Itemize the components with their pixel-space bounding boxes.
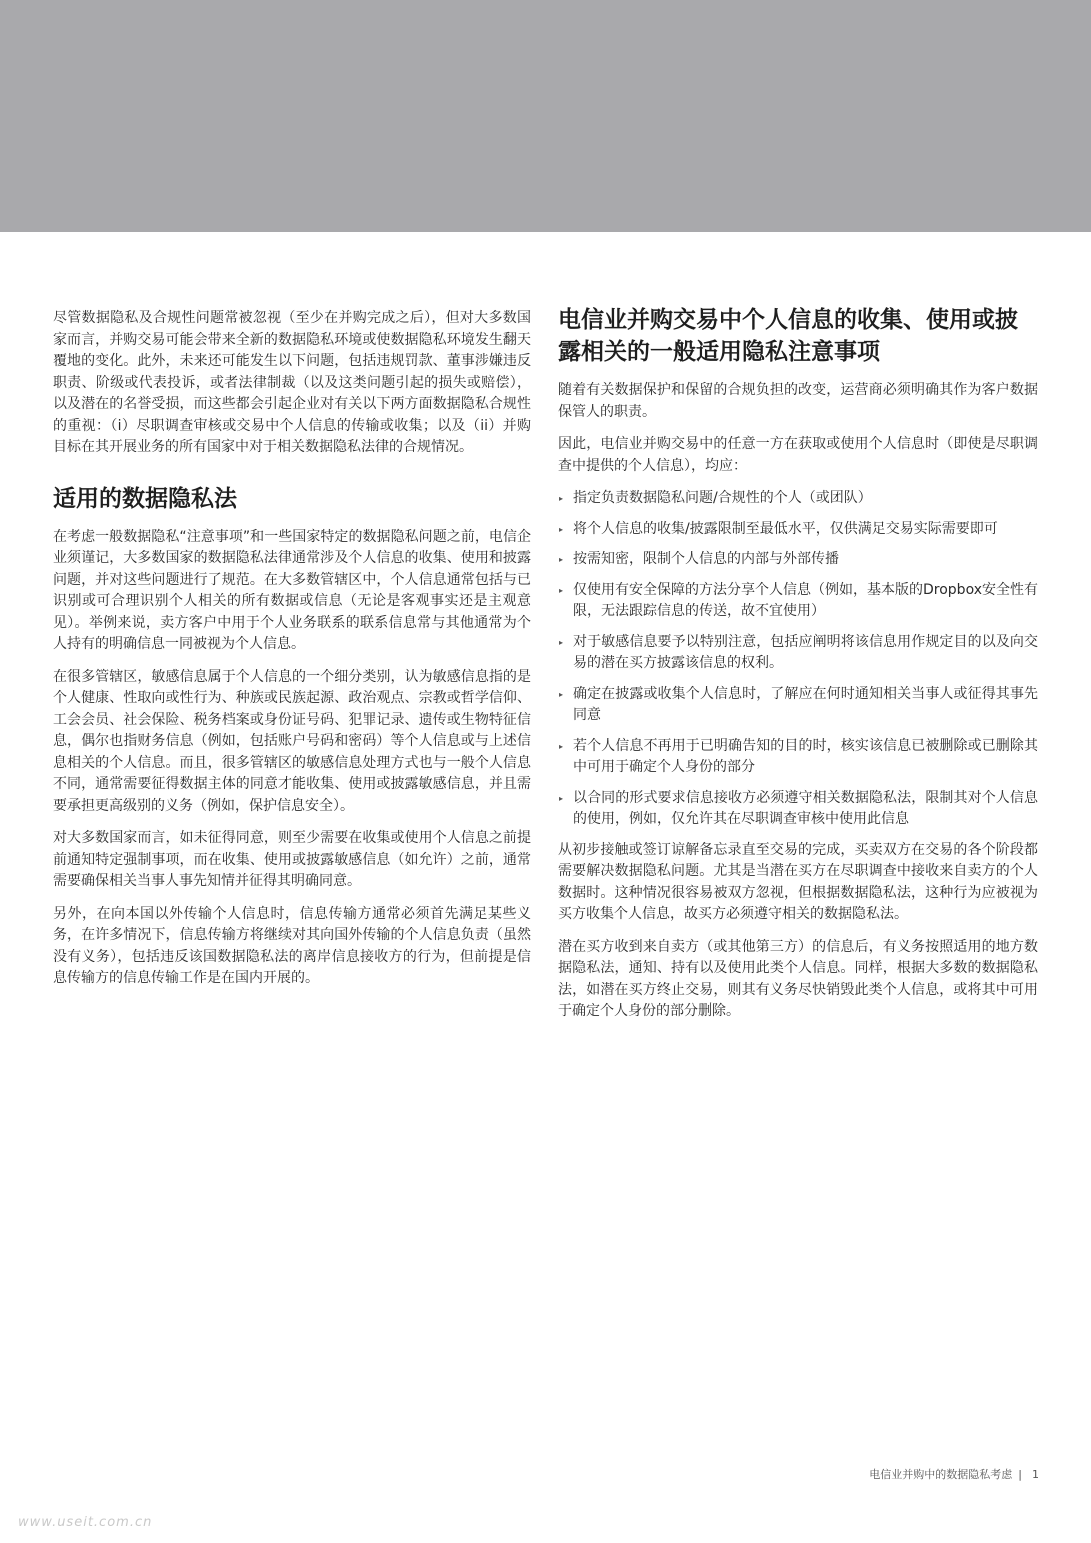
list-item (558, 632, 1038, 675)
list-item-text: 确定在披露或收集个人信息时，了解应在何时通知相关当事人或征得其事先同意 (573, 685, 1038, 723)
list-item (558, 736, 1038, 779)
list-item-text: 仅使用有安全保障的方法分享个人信息（例如，基本版的Dropbox安全性有限，无法跟踪信息的传送，故不宜使用） (573, 581, 1038, 619)
body-paragraph: 因此，电信业并购交易中的任意一方在获取或使用个人信息时（即使是尽职调查中提供的个人信息），均应： (558, 436, 1038, 474)
list-item (558, 488, 1038, 510)
list-item (558, 684, 1038, 727)
bullet-icon: ▸ (559, 689, 564, 699)
page-footer (869, 1466, 1039, 1482)
list-item (558, 788, 1038, 831)
bullet-icon: ▸ (559, 793, 564, 803)
footer-title: 电信业并购中的数据隐私考虑 (869, 1468, 1013, 1481)
list-item (558, 580, 1038, 623)
list-item-text: 对于敏感信息要予以特别注意，包括应阐明将该信息用作规定目的以及向交易的潜在买方披露该信息的权利。 (573, 633, 1038, 671)
bullet-icon: ▸ (559, 585, 564, 595)
list-item-text: 以合同的形式要求信息接收方必须遵守相关数据隐私法，限制其对个人信息的使用，例如，仅允许其在尽职调查审核中使用此信息 (573, 789, 1038, 827)
section-heading-privacy-law: 适用的数据隐私法 (53, 485, 237, 512)
header-banner (0, 0, 1091, 232)
section-heading-considerations: 电信业并购交易中个人信息的收集、使用或披露相关的一般适用隐私注意事项 (558, 307, 1018, 365)
left-column (53, 308, 531, 1001)
list-item-text: 按需知密，限制个人信息的内部与外部传播 (573, 551, 839, 567)
body-paragraph: 在很多管辖区，敏感信息属于个人信息的一个细分类别，认为敏感信息指的是个人健康、性取向或性行为、种族或民族起源、政治观点、宗教或哲学信仰、工会会员、社会保险、税务档案或身份证号码、犯罪记录、遗传或生物特征信息，偶尔也指财务信息（例如，包括账户号码和密码）等个人信息或与上述信息相关的个人信息。而且，很多管辖区的敏感信息处理方式也与一般个人信息不同，通常需要征得数据主体的同意才能收集、使用或披露敏感信息，并且需要承担更高级别的义务（例如，保护信息安全）。 (53, 668, 531, 814)
list-item-text: 将个人信息的收集/披露限制至最低水平，仅供满足交易实际需要即可 (573, 520, 998, 537)
right-column (558, 308, 1038, 1034)
body-paragraph: 对大多数国家而言，如未征得同意，则至少需要在收集或使用个人信息之前提前通知特定强制事项，而在收集、使用或披露敏感信息（如允许）之前，通常需要确保相关当事人事先知情并征得其明确同意。 (53, 830, 531, 889)
page-number: 1 (1032, 1468, 1039, 1481)
bullet-icon: ▸ (559, 637, 564, 647)
body-paragraph: 随着有关数据保护和保留的合规负担的改变，运营商必须明确其作为客户数据保管人的职责。 (558, 382, 1038, 420)
body-paragraph: 从初步接触或签订谅解备忘录直至交易的完成，买卖双方在交易的各个阶段都需要解决数据隐私问题。尤其是当潜在买方在尽职调查中接收来自卖方的个人数据时。这种情况很容易被双方忽视，但根据数据隐私法，这种行为应被视为买方收集个人信息，故买方必须遵守相关的数据隐私法。 (558, 841, 1038, 922)
bullet-icon: ▸ (559, 741, 564, 751)
list-item (558, 519, 1038, 541)
list-item-text: 指定负责数据隐私问题/合规性的个人（或团队） (573, 490, 872, 506)
bullet-icon: ▸ (559, 524, 564, 534)
intro-paragraph: 尽管数据隐私及合规性问题常被忽视（至少在并购完成之后），但对大多数国家而言，并购交易可能会带来全新的数据隐私环境或使数据隐私环境发生翻天覆地的变化。此外，未来还可能发生以下问题，包括违规罚款、董事涉嫌违反职责、阶级或代表投诉，或者法律制裁（以及这类问题引起的损失或赔偿），以及潜在的名誉受损，而这些都会引起企业对有关以下两方面数据隐私合规性的重视：（i）尽职调查审核或交易中个人信息的传输或收集；以及（ii）并购目标在其开展业务的所有国家中对于相关数据隐私法律的合规情况。 (53, 310, 531, 455)
bullet-icon: ▸ (559, 494, 564, 503)
body-paragraph: 在考虑一般数据隐私“注意事项”和一些国家特定的数据隐私问题之前，电信企业须谨记，大多数国家的数据隐私法律通常涉及个人信息的收集、使用和披露问题，并对这些问题进行了规范。在大多数管辖区中，个人信息通常包括与已识别或可合理识别个人相关的所有数据或信息（无论是客观事实还是主观意见）。举例来说，卖方客户中用于个人业务联系的联系信息常与其他通常为个人持有的明确信息一同被视为个人信息。 (53, 528, 531, 652)
body-paragraph: 另外，在向本国以外传输个人信息时，信息传输方通常必须首先满足某些义务，在许多情况下，信息传输方将继续对其向国外传输的个人信息负责（虽然没有义务），包括违反该国数据隐私法的离岸信息接收方的行为，但前提是信息传输方的信息传输工作是在国内开展的。 (53, 905, 531, 986)
watermark-text: www.useit.com.cn (18, 1515, 153, 1530)
footer-separator: | (1018, 1468, 1022, 1481)
list-item-text: 若个人信息不再用于已明确告知的目的时，核实该信息已被删除或已删除其中可用于确定个人身份的部分 (573, 737, 1038, 775)
body-paragraph: 潜在买方收到来自卖方（或其他第三方）的信息后，有义务按照适用的地方数据隐私法，通知、持有以及使用此类个人信息。同样，根据大多数的数据隐私法，如潜在买方终止交易，则其有义务尽快销毁此类个人信息，或将其中可用于确定个人身份的部分删除。 (558, 938, 1038, 1019)
bullet-icon: ▸ (559, 555, 564, 564)
considerations-list (558, 488, 1038, 831)
list-item (558, 549, 1038, 571)
